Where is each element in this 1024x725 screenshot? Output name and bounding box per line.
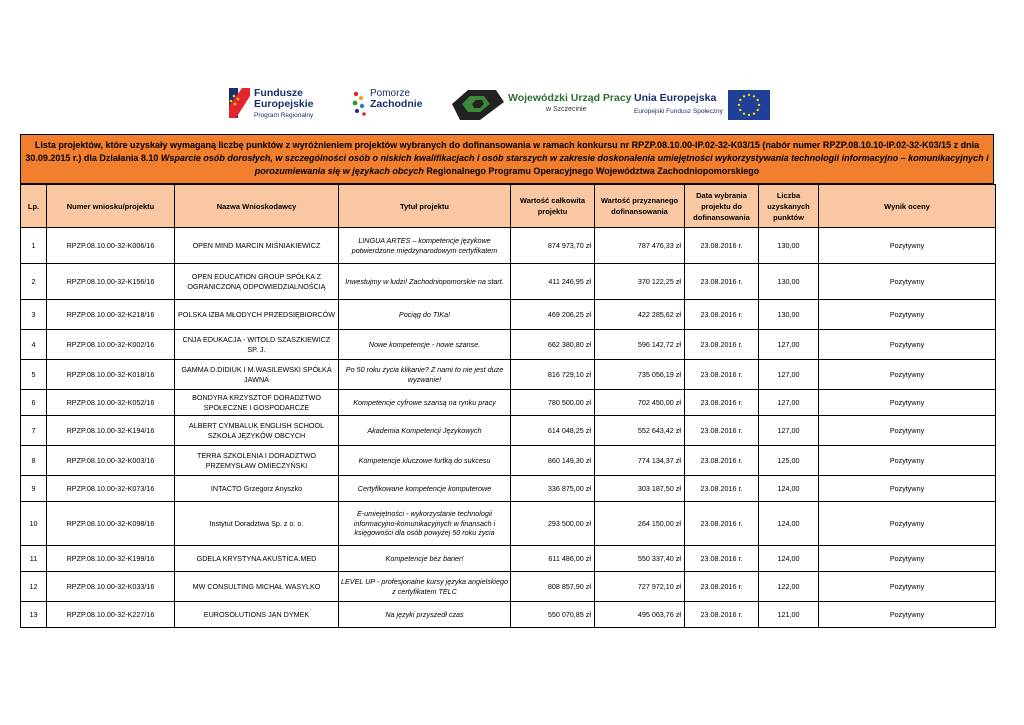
cell-dofin: 596 142,72 zł <box>595 330 685 360</box>
cell-dofin: 264 150,00 zł <box>595 502 685 546</box>
cell-wartosc: 293 500,00 zł <box>511 502 595 546</box>
table-row <box>21 476 996 502</box>
cell-punkty: 125,00 <box>759 446 819 476</box>
document-title <box>20 134 994 184</box>
cell-wnioskodawca: POLSKA IZBA MŁODYCH PRZEDSIĘBIORCÓW <box>175 300 339 330</box>
wup-sub: w Szczecinie <box>546 106 587 113</box>
cell-numer: RPZP.08.10.00-32-K002/16 <box>47 330 175 360</box>
header-lp: Lp. <box>21 185 47 228</box>
cell-numer: RPZP.08.10.00-32-K033/16 <box>47 572 175 602</box>
cell-wartosc: 469 206,25 zł <box>511 300 595 330</box>
cell-tytul: Po 50 roku życia klikanie? Z nami to nie jest duże wyzwanie! <box>339 360 511 390</box>
cell-lp: 6 <box>21 390 47 416</box>
cell-punkty: 130,00 <box>759 228 819 264</box>
cell-tytul: Certyfikowane kompetencje komputerowe <box>339 476 511 502</box>
cell-wartosc: 808 857,90 zł <box>511 572 595 602</box>
cell-wynik: Pozytywny <box>819 572 996 602</box>
cell-tytul: Kompetencje bez barier! <box>339 546 511 572</box>
cell-tytul: Kompetencje cyfrowe szansą na rynku pracy <box>339 390 511 416</box>
cell-dofin: 550 337,40 zł <box>595 546 685 572</box>
cell-wnioskodawca: BONDYRA KRZYSZTOF DORADZTWO SPOŁECZNE I GOSPODARCZE <box>175 390 339 416</box>
cell-wynik: Pozytywny <box>819 502 996 546</box>
table-row <box>21 446 996 476</box>
cell-data: 23.08.2016 r. <box>685 476 759 502</box>
cell-wartosc: 614 048,25 zł <box>511 416 595 446</box>
table-row <box>21 502 996 546</box>
cell-wnioskodawca: ALBERT CYMBALUK ENGLISH SCHOOL SZKOŁA JĘZYKÓW OBCYCH <box>175 416 339 446</box>
logo-band <box>0 84 1024 126</box>
cell-data: 23.08.2016 r. <box>685 572 759 602</box>
cell-numer: RPZP.08.10.00-32-K218/16 <box>47 300 175 330</box>
wup-logo <box>450 84 632 126</box>
table-row <box>21 416 996 446</box>
cell-dofin: 787 476,33 zł <box>595 228 685 264</box>
cell-lp: 12 <box>21 572 47 602</box>
cell-wnioskodawca: MW CONSULTING MICHAŁ WASYLKO <box>175 572 339 602</box>
fundusze-sub: Program Regionalny <box>254 112 314 119</box>
header-numer: Numer wniosku/projektu <box>47 185 175 228</box>
cell-wynik: Pozytywny <box>819 390 996 416</box>
pomorze-line2: Zachodnie <box>370 98 423 110</box>
cell-wnioskodawca: OPEN EDUCATION GROUP SPÓŁKA Z OGRANICZONĄ ODPOWIEDZIALNOŚCIĄ <box>175 264 339 300</box>
cell-data: 23.08.2016 r. <box>685 360 759 390</box>
cell-tytul: LEVEL UP - profesjonalne kursy języka angielskiego z certyfikatem TELC <box>339 572 511 602</box>
pomorze-emblem-icon <box>350 84 370 124</box>
cell-wartosc: 860 149,30 zł <box>511 446 595 476</box>
cell-dofin: 702 450,00 zł <box>595 390 685 416</box>
cell-wartosc: 874 973,70 zł <box>511 228 595 264</box>
cell-dofin: 774 134,37 zł <box>595 446 685 476</box>
cell-data: 23.08.2016 r. <box>685 416 759 446</box>
cell-wartosc: 662 380,80 zł <box>511 330 595 360</box>
header-punkty: Liczba uzyskanych punktów <box>759 185 819 228</box>
cell-wynik: Pozytywny <box>819 446 996 476</box>
fundusze-line2: Europejskie <box>254 98 314 110</box>
fundusze-line1: Fundusze <box>254 87 303 99</box>
cell-punkty: 124,00 <box>759 476 819 502</box>
cell-data: 23.08.2016 r. <box>685 502 759 546</box>
table-row <box>21 264 996 300</box>
cell-lp: 5 <box>21 360 47 390</box>
ue-sub: Europejski Fundusz Społeczny <box>634 108 723 115</box>
cell-data: 23.08.2016 r. <box>685 602 759 628</box>
cell-data: 23.08.2016 r. <box>685 228 759 264</box>
wup-emblem-icon <box>450 84 506 124</box>
cell-lp: 2 <box>21 264 47 300</box>
cell-wynik: Pozytywny <box>819 416 996 446</box>
cell-punkty: 130,00 <box>759 264 819 300</box>
unia-europejska-logo <box>632 84 772 126</box>
table-row <box>21 330 996 360</box>
cell-data: 23.08.2016 r. <box>685 390 759 416</box>
table-row <box>21 546 996 572</box>
cell-tytul: Inwestujmy w ludzi! Zachodniopomorskie na start. <box>339 264 511 300</box>
cell-dofin: 727 972,10 zł <box>595 572 685 602</box>
cell-numer: RPZP.08.10.00-32-K194/16 <box>47 416 175 446</box>
cell-numer: RPZP.08.10.00-32-K199/16 <box>47 546 175 572</box>
cell-tytul: E-umiejętności - wykorzystanie technologii informacyjno-komunikacyjnych w finansach i księgowości dla osób powyżej 50 roku życia <box>339 502 511 546</box>
fundusze-europejskie-logo <box>226 84 326 126</box>
table-body <box>21 228 996 628</box>
cell-numer: RPZP.08.10.00-32-K052/16 <box>47 390 175 416</box>
cell-tytul: Kompetencje kluczowe furtką do sukcesu <box>339 446 511 476</box>
header-wartosc: Wartość całkowita projektu <box>511 185 595 228</box>
cell-wnioskodawca: Instytut Doradztwa Sp. z o. o. <box>175 502 339 546</box>
table-row <box>21 228 996 264</box>
cell-wartosc: 611 486,00 zł <box>511 546 595 572</box>
header-tytul: Tytuł projektu <box>339 185 511 228</box>
cell-data: 23.08.2016 r. <box>685 546 759 572</box>
table-row <box>21 572 996 602</box>
cell-wynik: Pozytywny <box>819 360 996 390</box>
cell-wartosc: 550 070,85 zł <box>511 602 595 628</box>
cell-tytul: LINGUA ARTES – kompetencje językowe potwierdzone międzynarodowym certyfikatem <box>339 228 511 264</box>
ue-name: Unia Europejska <box>634 92 717 104</box>
pomorze-zachodnie-logo <box>350 84 425 126</box>
cell-data: 23.08.2016 r. <box>685 264 759 300</box>
cell-lp: 8 <box>21 446 47 476</box>
cell-lp: 9 <box>21 476 47 502</box>
cell-wartosc: 816 729,10 zł <box>511 360 595 390</box>
cell-lp: 1 <box>21 228 47 264</box>
projects-table <box>20 184 996 628</box>
cell-wynik: Pozytywny <box>819 300 996 330</box>
cell-punkty: 127,00 <box>759 360 819 390</box>
cell-wynik: Pozytywny <box>819 330 996 360</box>
cell-numer: RPZP.08.10.00-32-K073/16 <box>47 476 175 502</box>
cell-numer: RPZP.08.10.00-32-K156/16 <box>47 264 175 300</box>
cell-wnioskodawca: INTACTO Grzegorz Anyszko <box>175 476 339 502</box>
cell-punkty: 121,00 <box>759 602 819 628</box>
cell-wartosc: 780 500,00 zł <box>511 390 595 416</box>
cell-wynik: Pozytywny <box>819 602 996 628</box>
title-part2: Wsparcie osób dorosłych, w szczególności osób o niskich kwalifikacjach i osób starszych w zakresie doskonalenia umiejętności wykorzystywania technologii informacyjno – komunikacyjnych i porozumiewania się w językach obcych <box>160 153 989 176</box>
cell-wartosc: 411 246,95 zł <box>511 264 595 300</box>
table-row <box>21 360 996 390</box>
cell-wartosc: 336 875,00 zł <box>511 476 595 502</box>
header-wynik: Wynik oceny <box>819 185 996 228</box>
cell-lp: 10 <box>21 502 47 546</box>
cell-punkty: 124,00 <box>759 546 819 572</box>
cell-punkty: 130,00 <box>759 300 819 330</box>
cell-lp: 3 <box>21 300 47 330</box>
cell-lp: 11 <box>21 546 47 572</box>
cell-wynik: Pozytywny <box>819 228 996 264</box>
cell-numer: RPZP.08.10.00-32-K098/16 <box>47 502 175 546</box>
cell-tytul: Na języki przyszedł czas <box>339 602 511 628</box>
cell-dofin: 422 285,62 zł <box>595 300 685 330</box>
cell-wnioskodawca: CNJA EDUKACJA - WITOLD SZASZKIEWICZ SP. J. <box>175 330 339 360</box>
cell-wnioskodawca: GAMMA D.DIDIUK I M.WASILEWSKI SPÓŁKA JAWNA <box>175 360 339 390</box>
cell-dofin: 495 063,76 zł <box>595 602 685 628</box>
cell-dofin: 370 122,25 zł <box>595 264 685 300</box>
cell-punkty: 122,00 <box>759 572 819 602</box>
fundusze-flag-icon <box>226 84 252 124</box>
header-data: Data wybrania projektu do dofinansowania <box>685 185 759 228</box>
table-row <box>21 602 996 628</box>
cell-wynik: Pozytywny <box>819 476 996 502</box>
title-part1: Lista projektów, które uzyskały wymaganą liczbę punktów z wyróżnieniem projektów wybranych do dofinansowania w ramach konkursu nr RPZP.08.10.00-IP.02-32-K03/15 (nabór numer RPZP.08.10.10-IP.02-32-K03/15 z dnia 30.09.2015 r.) dla Działania 8.10 <box>25 140 980 163</box>
cell-dofin: 303 187,50 zł <box>595 476 685 502</box>
cell-data: 23.08.2016 r. <box>685 300 759 330</box>
cell-dofin: 552 643,42 zł <box>595 416 685 446</box>
cell-wnioskodawca: TERRA SZKOLENIA I DORADZTWO PRZEMYSŁAW OMIECZYŃSKI <box>175 446 339 476</box>
cell-punkty: 127,00 <box>759 330 819 360</box>
table-header-row <box>21 185 996 228</box>
cell-wynik: Pozytywny <box>819 264 996 300</box>
cell-tytul: Nowe kompetencje - nowe szanse. <box>339 330 511 360</box>
cell-punkty: 127,00 <box>759 416 819 446</box>
table-row <box>21 300 996 330</box>
cell-wynik: Pozytywny <box>819 546 996 572</box>
header-dofin: Wartość przyznanego dofinansowania <box>595 185 685 228</box>
cell-numer: RPZP.08.10.00-32-K227/16 <box>47 602 175 628</box>
cell-numer: RPZP.08.10.00-32-K018/16 <box>47 360 175 390</box>
cell-wnioskodawca: GDELA KRYSTYNA AKUSTICA.MED <box>175 546 339 572</box>
cell-tytul: Pociąg do TIKa! <box>339 300 511 330</box>
table-row <box>21 390 996 416</box>
cell-data: 23.08.2016 r. <box>685 330 759 360</box>
cell-punkty: 127,00 <box>759 390 819 416</box>
cell-numer: RPZP.08.10.00-32-K006/16 <box>47 228 175 264</box>
header-wnioskodawca: Nazwa Wnioskodawcy <box>175 185 339 228</box>
wup-name: Wojewódzki Urząd Pracy <box>508 92 632 104</box>
eu-flag-icon <box>728 90 770 120</box>
cell-wnioskodawca: EUROSOLUTIONS JAN DYMEK <box>175 602 339 628</box>
cell-lp: 13 <box>21 602 47 628</box>
cell-tytul: Akademia Kompetencji Językowych <box>339 416 511 446</box>
cell-wnioskodawca: OPEN MIND MARCIN MIŚNIAKIEWICZ <box>175 228 339 264</box>
cell-numer: RPZP.08.10.00-32-K003/16 <box>47 446 175 476</box>
cell-data: 23.08.2016 r. <box>685 446 759 476</box>
cell-lp: 7 <box>21 416 47 446</box>
pomorze-line1: Pomorze <box>370 88 411 99</box>
cell-lp: 4 <box>21 330 47 360</box>
cell-punkty: 124,00 <box>759 502 819 546</box>
cell-dofin: 735 056,19 zł <box>595 360 685 390</box>
title-part3: Regionalnego Programu Operacyjnego Województwa Zachodniopomorskiego <box>423 166 760 176</box>
